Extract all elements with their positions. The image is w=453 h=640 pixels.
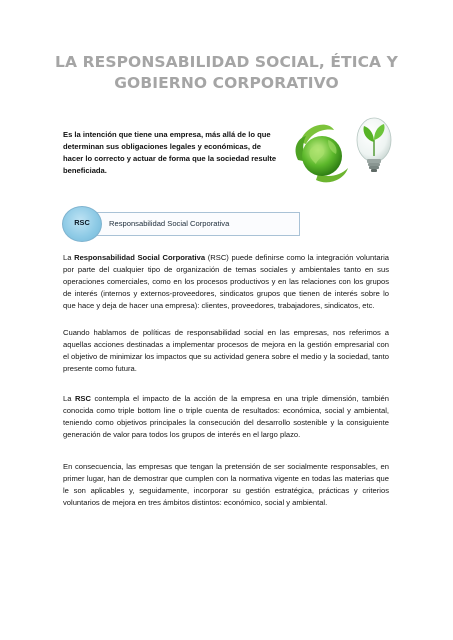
rsc-banner	[62, 206, 302, 236]
paragraph-3-pre: La	[63, 394, 75, 403]
paragraph-1	[63, 252, 389, 312]
title-line-2: GOBIERNO CORPORATIVO	[114, 74, 339, 92]
rsc-badge	[62, 206, 102, 242]
paragraph-1-pre: La	[63, 253, 75, 262]
paragraph-2: Cuando hablamos de políticas de responsabilidad social en las empresas, nos referimos a aquellas acciones destinadas a implementar procesos de mejora en la gestión empresarial con el objetivo de minimizar los impactos que su actividad genera sobre el medio y la sociedad, tanto presente como futura.	[63, 328, 389, 374]
paragraph-1-bold: Responsabilidad Social Corporativa	[74, 253, 206, 262]
paragraph-3-bold: RSC	[74, 394, 91, 403]
page-title	[30, 52, 423, 94]
paragraph-3-post: contempla el impacto de la acción de la empresa en una triple dimensión, también conocida como triple bottom line o triple cuenta de resultados: económica, social y ambiental, teniendo como objetivos principales la consecución del desarrollo sostenible y la consiguiente generación de valor para todos los grupos de interés en el largo plazo.	[63, 394, 389, 440]
paragraph-3	[63, 393, 389, 441]
rsc-label: Responsabilidad Social Corporativa	[109, 219, 230, 228]
paragraph-1-post: (RSC) puede definirse como la integración voluntaria por parte del cualquier tipo de organización de temas sociales y ambientales tanto en sus operaciones comerciales, como en los procesos productivos y en las relaciones con los grupos de interés (internos y externos-proveedores, sindicatos grupos que tienen de interés sobre lo que hace y deja de hacer una empresa): clientes, proveedores, trabajadores, sindicatos, etc.	[63, 253, 389, 311]
title-line-1: LA RESPONSABILIDAD SOCIAL, ÉTICA Y	[55, 53, 398, 71]
rsc-label-bar	[88, 212, 300, 236]
rsc-badge-text: RSC	[74, 218, 90, 227]
paragraph-4: En consecuencia, las empresas que tengan la pretensión de ser socialmente responsables, en primer lugar, han de demostrar que cumplen con la normativa vigente en todas las materias que le son aplicables y, seguidamente, incorporar su gestión estratégica, prácticas y criterios voluntarios de mejora en tres ámbitos distintos: económico, social y ambiental.	[63, 462, 389, 508]
intro-paragraph: Es la intención que tiene una empresa, más allá de lo que determinan sus obligaciones legales y económicas, de hacer lo correcto y actuar de forma que la sociedad resulte beneficiada.	[63, 130, 277, 175]
green-earth-lightbulb-icon	[288, 110, 400, 188]
